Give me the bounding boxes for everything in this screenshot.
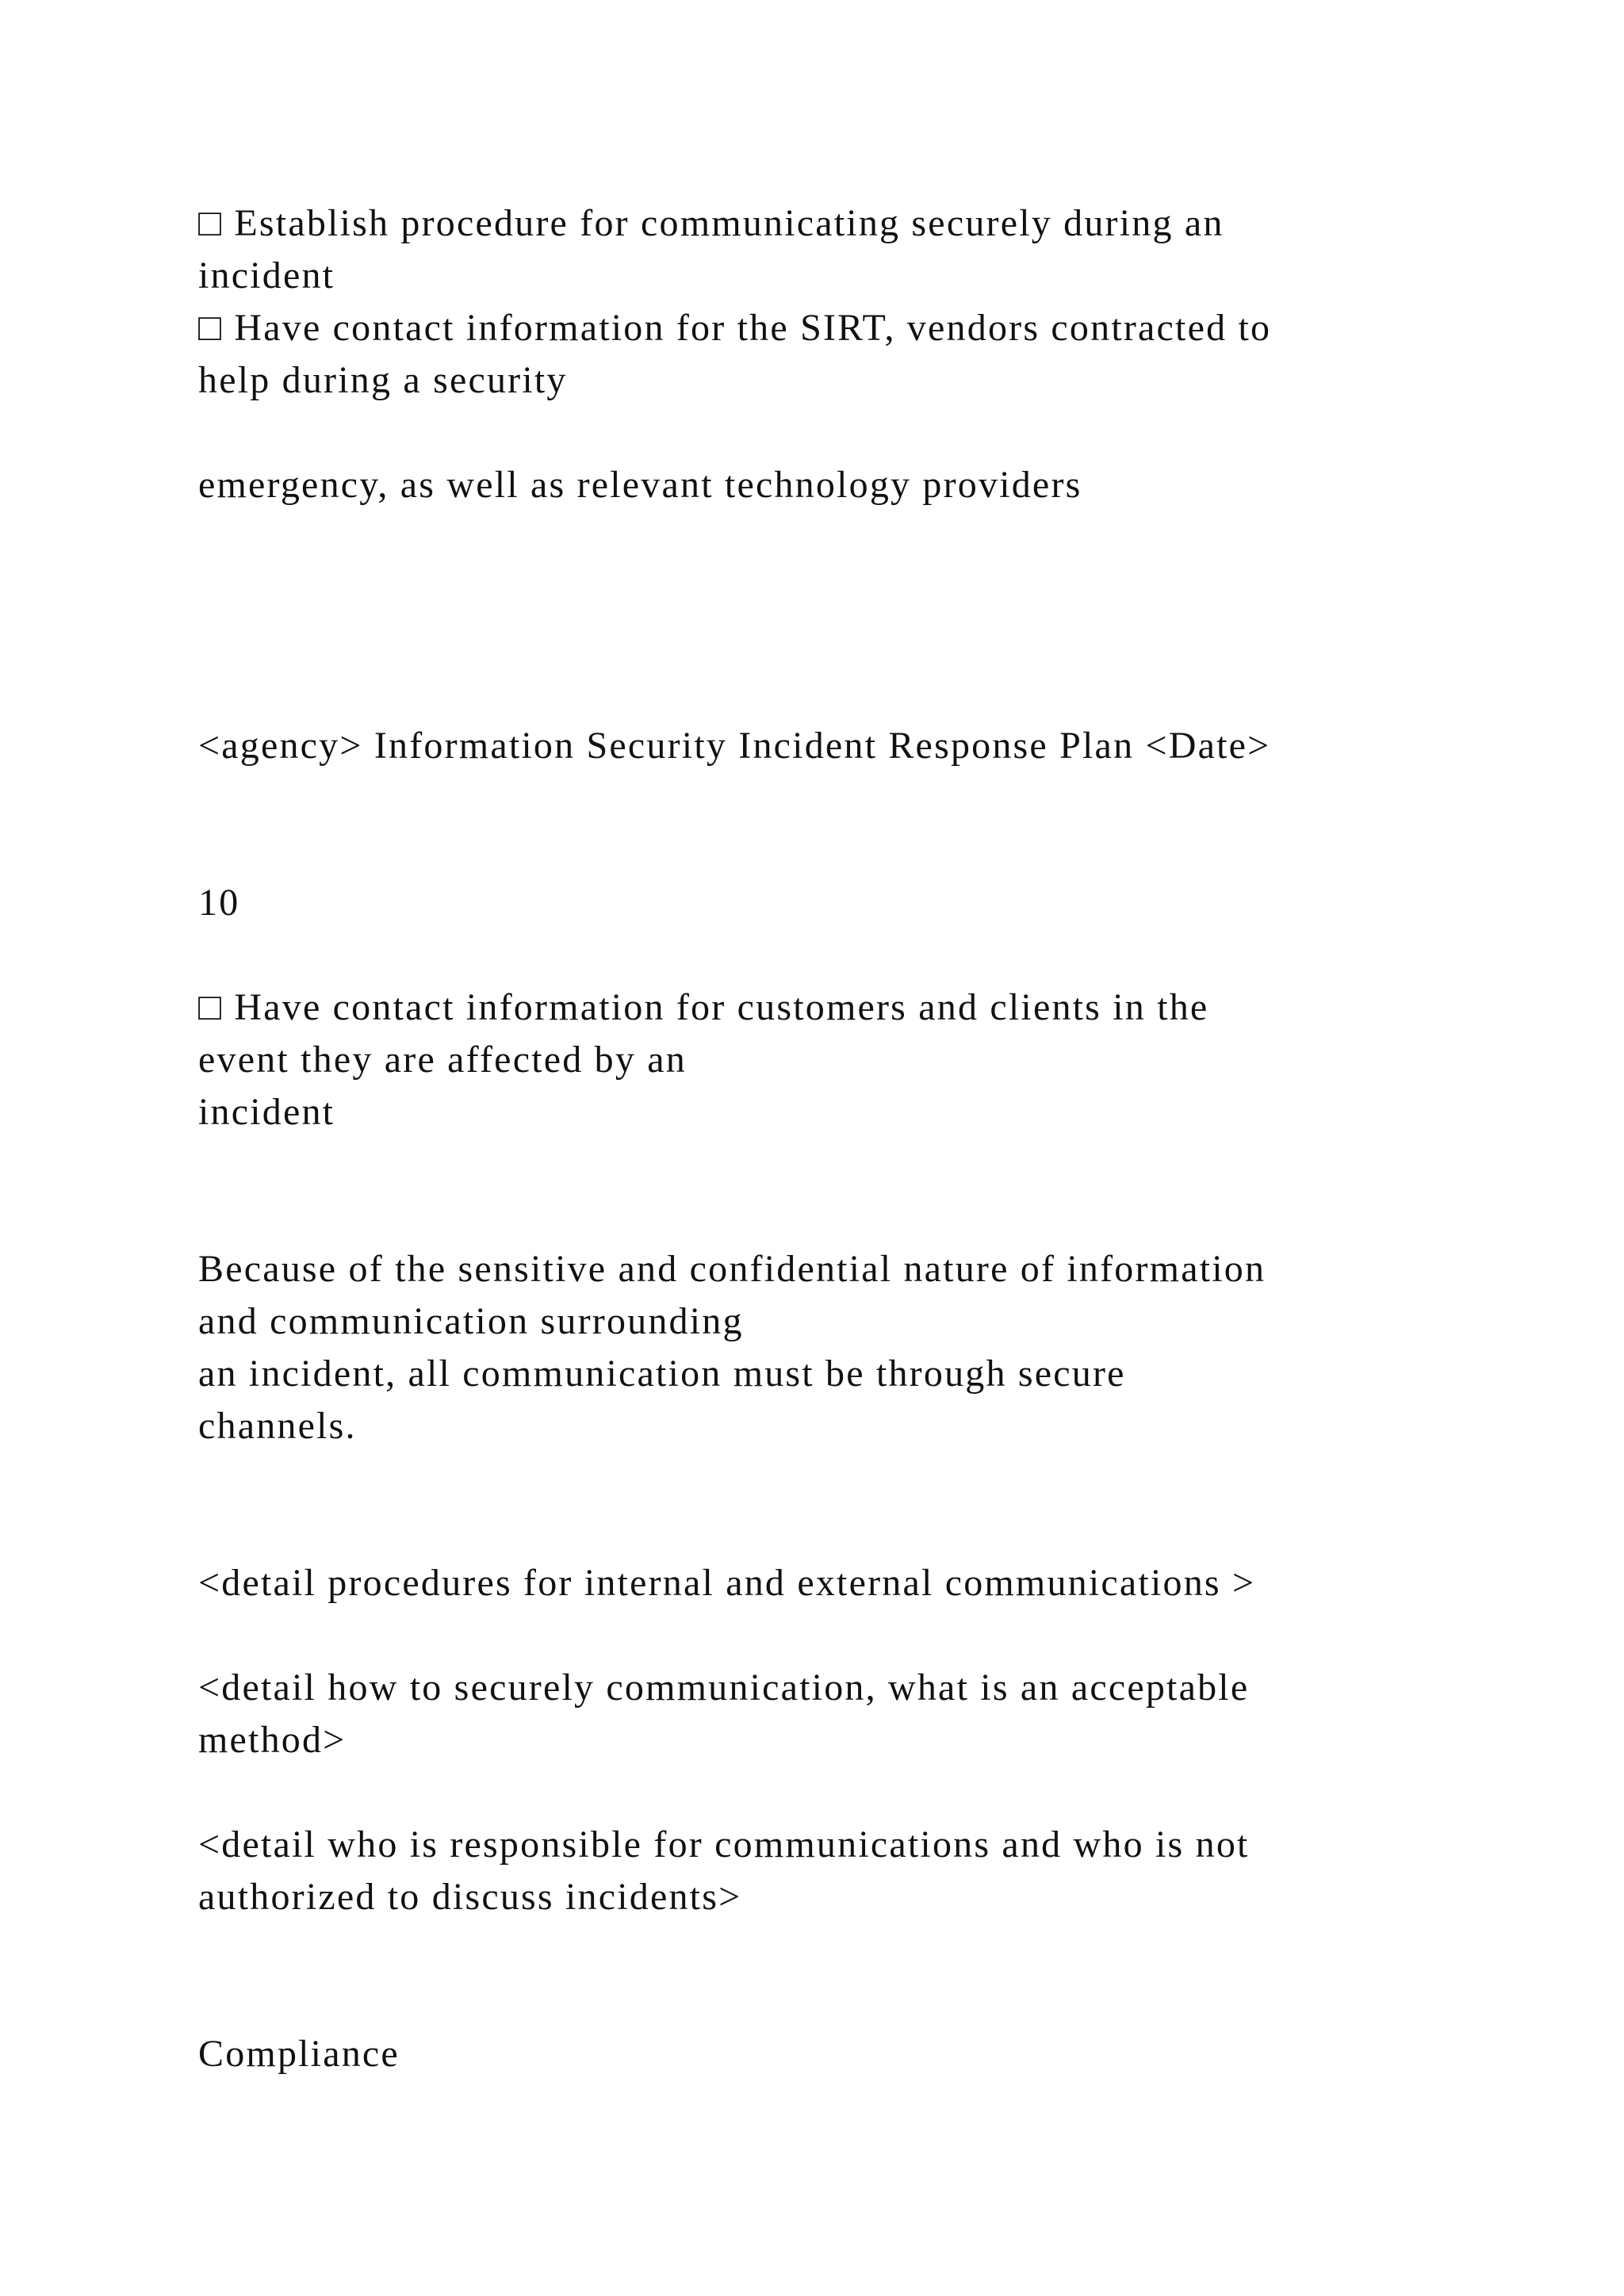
- paragraph-line-4: channels.: [198, 1405, 357, 1447]
- placeholder-secure-method-line-2: method>: [198, 1719, 347, 1761]
- placeholder-secure-method-line-1: <detail how to securely communication, what is an acceptable: [198, 1667, 1250, 1709]
- checklist-item-secure-communication-line-1: □ Establish procedure for communicating securely during an: [198, 202, 1224, 244]
- checklist-item-contact-customers-line-3: incident: [198, 1091, 335, 1133]
- paragraph-line-1: Because of the sensitive and confidential nature of information: [198, 1248, 1266, 1290]
- checklist-item-contact-customers-line-2: event they are affected by an: [198, 1039, 687, 1081]
- checklist-item-contact-sirt-line-2: help during a security: [198, 359, 568, 401]
- page-number: 10: [198, 882, 240, 924]
- checklist-item-contact-customers-line-1: □ Have contact information for customers and clients in the: [198, 986, 1209, 1028]
- section-heading-compliance: Compliance: [198, 2033, 400, 2075]
- paragraph-line-3: an incident, all communication must be through secure: [198, 1353, 1126, 1395]
- checklist-item-contact-sirt-line-1: □ Have contact information for the SIRT, vendors contracted to: [198, 307, 1272, 349]
- placeholder-responsibility-line-2: authorized to discuss incidents>: [198, 1876, 742, 1918]
- placeholder-internal-external-communications: <detail procedures for internal and external communications >: [198, 1562, 1256, 1604]
- paragraph-line-2: and communication surrounding: [198, 1300, 744, 1342]
- placeholder-responsibility-line-1: <detail who is responsible for communications and who is not: [198, 1823, 1250, 1866]
- running-header: <agency> Information Security Incident Response Plan <Date>: [198, 725, 1271, 767]
- checklist-item-secure-communication-line-2: incident: [198, 254, 335, 297]
- checklist-item-contact-sirt-line-3: emergency, as well as relevant technology providers: [198, 464, 1082, 506]
